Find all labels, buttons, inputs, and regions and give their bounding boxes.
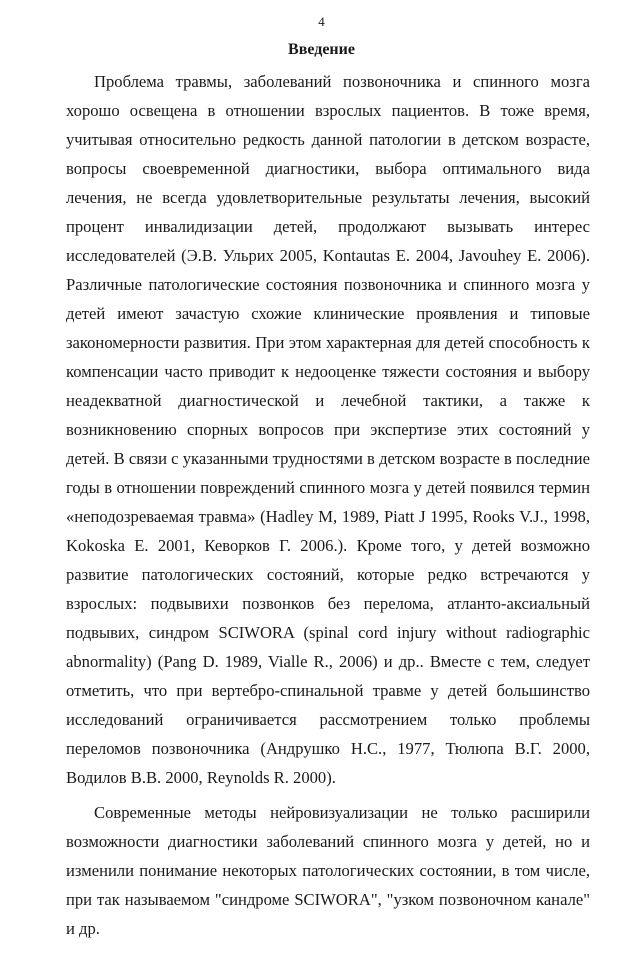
paragraph-neuroimaging: Современные методы нейровизуализации не только расширили возможности диагностики заболеваний спинного мозга у детей, но и изменили понимание некоторых патологических состоянии, в том числе, при так называемом "синдроме SCIWORA", "узком позвоночном канале" и др. bbox=[66, 803, 590, 938]
page-number: 4 bbox=[318, 14, 325, 29]
body-text bbox=[66, 67, 590, 943]
section-heading: Введение bbox=[288, 41, 355, 58]
paragraph-intro: Проблема травмы, заболеваний позвоночника и спинного мозга хорошо освещена в отношении взрослых пациентов. В тоже время, учитывая относительно редкость данной патологии в детском возрасте, вопросы своевременной диагностики, выбора оптимального вида лечения, не всегда удовлетворительные результаты лечения, высокий процент инвалидизации детей, продолжают вызывать интерес исследователей (Э.В. Ульрих 2005, Kontautas E. 2004, Javouhey E. 2006). Различные патологические состояния позвоночника и спинного мозга у детей имеют зачастую схожие клинические проявления и типовые закономерности развития. При этом характерная для детей способность к компенсации часто приводит к недооценке тяжести состояния и выбору неадекватной диагностической и лечебной тактики, а также к возникновению спорных вопросов при экспертизе этих состояний у детей. В связи с указанными трудностями в детском возрасте в последние годы в отношении повреждений спинного мозга у детей появился термин «неподозреваемая травма» (Hadley M, 1989, Piatt J 1995, Rooks V.J., 1998, Kokoska E. 2001, Кеворков Г. 2006.). Кроме того, у детей возможно развитие патологических состояний, которые редко встречаются у взрослых: подвывихи позвонков без перелома, атланто-аксиальный подвывих, синдром SCIWORA (spinal cord injury without radiographic abnormality) (Pang D. 1989, Vialle R., 2006) и др.. Вместе с тем, следует отметить, что при вертебро-спинальной травме у детей большинство исследований ограничивается рассмотрением только проблемы переломов позвоночника (Андрушко Н.С., 1977, Тюлюпа В.Г. 2000, Водилов В.В. 2000, Reynolds R. 2000). bbox=[66, 72, 590, 787]
